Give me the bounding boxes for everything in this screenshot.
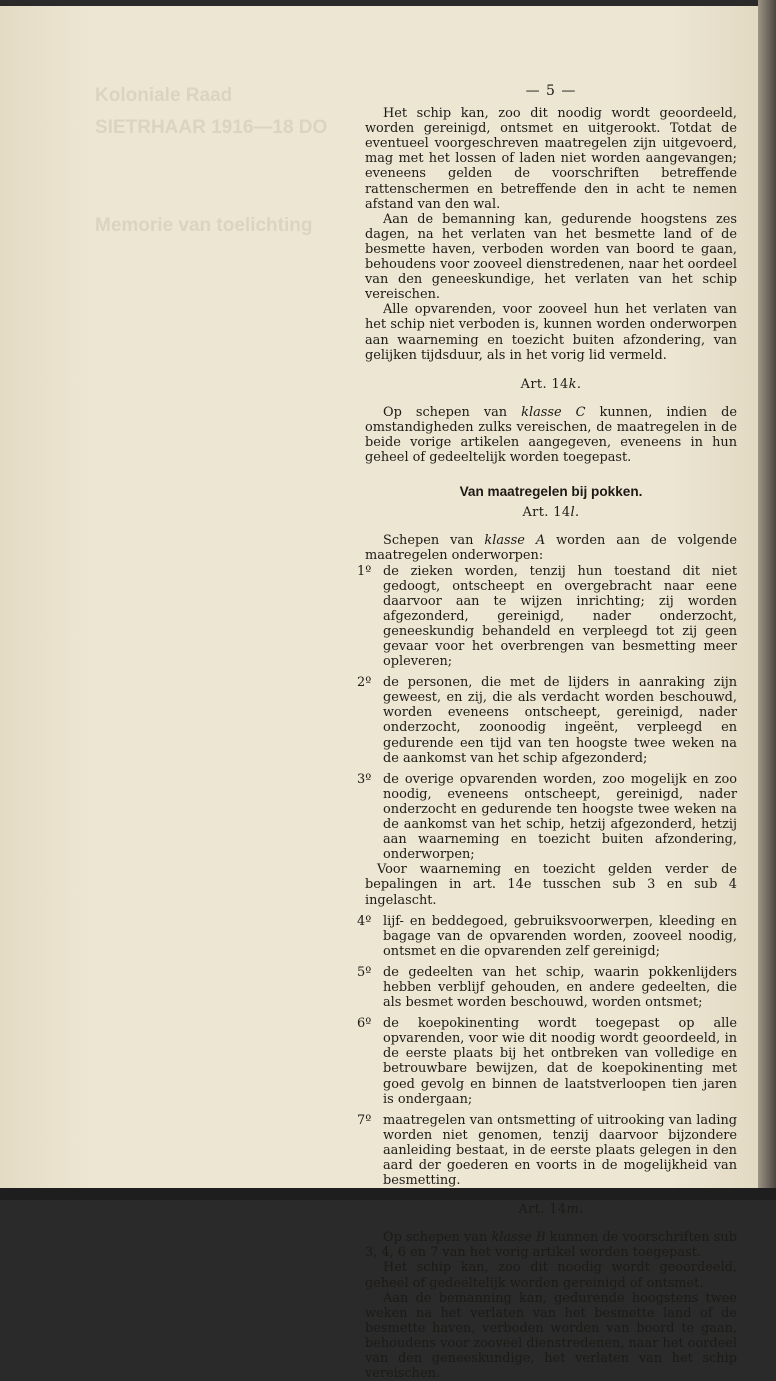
section-heading: Van maatregelen bij pokken. <box>459 484 643 500</box>
article-title-14m <box>365 1202 737 1217</box>
item-number: 6º <box>357 1016 372 1032</box>
paragraph <box>365 405 737 465</box>
text-run: Op schepen van <box>383 1230 492 1246</box>
list-item <box>357 563 737 670</box>
bleed-line: Memorie van toelichting <box>95 215 313 236</box>
item-number: 4º <box>357 913 372 929</box>
paragraph <box>365 1230 737 1260</box>
item-number: 3º <box>357 771 372 787</box>
article-title-prefix: Art. 14 <box>518 1202 567 1218</box>
text-run: kunnen, indien de omstandigheden zulks vereischen, de maatregelen in de beide vorige artikelen aangegeven, eveneens in hun geheel of gedeeltelijk worden toegepast. <box>365 404 737 466</box>
klasse-term: klasse B <box>491 1230 546 1246</box>
bleed-line: Koloniale Raad <box>95 85 233 106</box>
paragraph: Het schip kan, zoo dit noodig wordt geoordeeld, geheel of gedeeltelijk worden gereinigd of ontsmet. <box>365 1260 737 1291</box>
item-text: maatregelen van ontsmetting of uitrooking van lading worden niet genomen, tenzij daarvoor bijzondere aanleiding bestaat, in de eerste plaats gelegen in den aard der goederen en voorts in de mogelijkheid van besmetting. <box>383 1112 737 1189</box>
measures-list <box>357 563 737 863</box>
list-item <box>357 913 737 959</box>
paragraph: Alle opvarenden, voor zooveel hun het verlaten van het schip niet verboden is, kunnen worden onderworpen aan waarneming en toezicht buiten afzondering, van gelijken tijdsduur, als in het vorig lid vermeld. <box>365 302 737 363</box>
article-title-suffix: m. <box>566 1202 584 1218</box>
paragraph: Voor waarneming en toezicht gelden verder de bepalingen in art. 14e tusschen sub 3 en sub 4 ingelascht. <box>365 862 737 908</box>
article-title-suffix: k. <box>568 376 582 392</box>
article-title-suffix: l. <box>570 505 580 521</box>
item-text: lijf- en beddegoed, gebruiksvoorwerpen, kleeding en bagage van de opvarenden worden, zooveel noodig, ontsmet en die opvarenden zelf gereinigd; <box>383 913 737 959</box>
item-number: 2º <box>357 675 372 691</box>
list-item <box>357 1112 737 1189</box>
klasse-term: klasse C <box>521 404 586 420</box>
bleed-through-text <box>95 80 335 242</box>
item-number: 1º <box>357 563 372 579</box>
paragraph: Aan de bemanning kan, gedurende hoogstens zes dagen, na het verlaten van het besmette land of de besmette haven, verboden worden van boord te gaan, behoudens voor zooveel dienstredenen, naar het oordeel van den geneeskundige, het verlaten van het schip vereischen. <box>365 211 737 303</box>
paragraph <box>365 533 737 563</box>
text-run: Op schepen van <box>383 404 522 420</box>
paragraph: Het schip kan, zoo dit noodig wordt geoordeeld, worden gereinigd, ontsmet en uitgerookt. Totdat de eventueel voorgeschreven maatregelen zijn uitgevoerd, mag met het lossen of laden niet worden aangevangen; eveneens gelden de voorschriften betreffende rattenschermen en betreffende den in acht te nemen afstand van den wal. <box>365 106 737 212</box>
document-body <box>357 83 737 1381</box>
item-text: de overige opvarenden worden, zoo mogelijk en zoo noodig, eveneens ontscheept, gereinigd, nader onderzocht en gedurende ten hoogste twee weken na de aankomst van het schip, hetzij afgezonderd, hetzij aan waarneming en toezicht buiten afzondering, onderworpen; <box>383 771 737 863</box>
item-text: de koepokinenting wordt toegepast op alle opvarenden, voor wie dit noodig wordt geoordeeld, in de eerste plaats bij het ontbreken van volledige en betrouwbare bewijzen, dat de koepokinenting met goed gevolg en binnen de laatstverloopen tien jaren is ondergaan; <box>383 1016 737 1107</box>
page-number: — 5 — <box>525 83 577 99</box>
item-number: 5º <box>357 964 372 980</box>
list-item <box>357 675 737 766</box>
article-title-prefix: Art. 14 <box>522 505 571 521</box>
klasse-term: klasse A <box>484 533 546 549</box>
article-title-14l <box>365 505 737 520</box>
list-item <box>357 771 737 863</box>
article-title-prefix: Art. 14 <box>520 376 569 392</box>
list-item <box>357 1016 737 1107</box>
measures-list-continued <box>357 913 737 1189</box>
text-run: Schepen van <box>383 533 485 549</box>
item-text: de personen, die met de lijders in aanraking zijn geweest, en zij, die als verdacht worden beschouwd, worden eveneens ontscheept, gereinigd, nader onderzocht, zoonoodig ingeënt, verpleegd en gedurende een tijd van ten hoogste twee weken na de aankomst van het schip afgezonderd; <box>383 675 737 766</box>
article-title-14k <box>365 377 737 392</box>
text-run: kunnen de voorschriften sub 3, 4, 6 en 7 van het vorig artikel worden toegepast. <box>365 1230 737 1261</box>
page-edge-shadow <box>758 0 776 1200</box>
bleed-line: SIETRHAAR 1916—18 DO <box>95 117 328 138</box>
text-run: worden aan de volgende maatregelen onderworpen: <box>365 533 737 564</box>
paragraph: Aan de bemanning kan, gedurende hoogstens twee weken na het verlaten van het besmette land of de besmette haven, verboden worden van boord te gaan, behoudens voor zooveel dienstredenen, naar het oordeel van den geneeskundige, het verlaten van het schip vereischen. <box>365 1290 737 1381</box>
item-number: 7º <box>357 1112 372 1128</box>
item-text: de gedeelten van het schip, waarin pokkenlijders hebben verblijf gehouden, en andere gedeelten, die als besmet worden beschouwd, worden ontsmet; <box>383 964 737 1011</box>
list-item <box>357 964 737 1011</box>
item-text: de zieken worden, tenzij hun toestand dit niet gedoogt, ontscheept en overgebracht naar eene daarvoor aan te wijzen inrichting; zij worden afgezonderd, gereinigd, nader onderzocht, geneeskundig behandeld en verpleegd tot zij geen gevaar voor het overbrengen van besmetting meer opleveren; <box>383 563 737 670</box>
